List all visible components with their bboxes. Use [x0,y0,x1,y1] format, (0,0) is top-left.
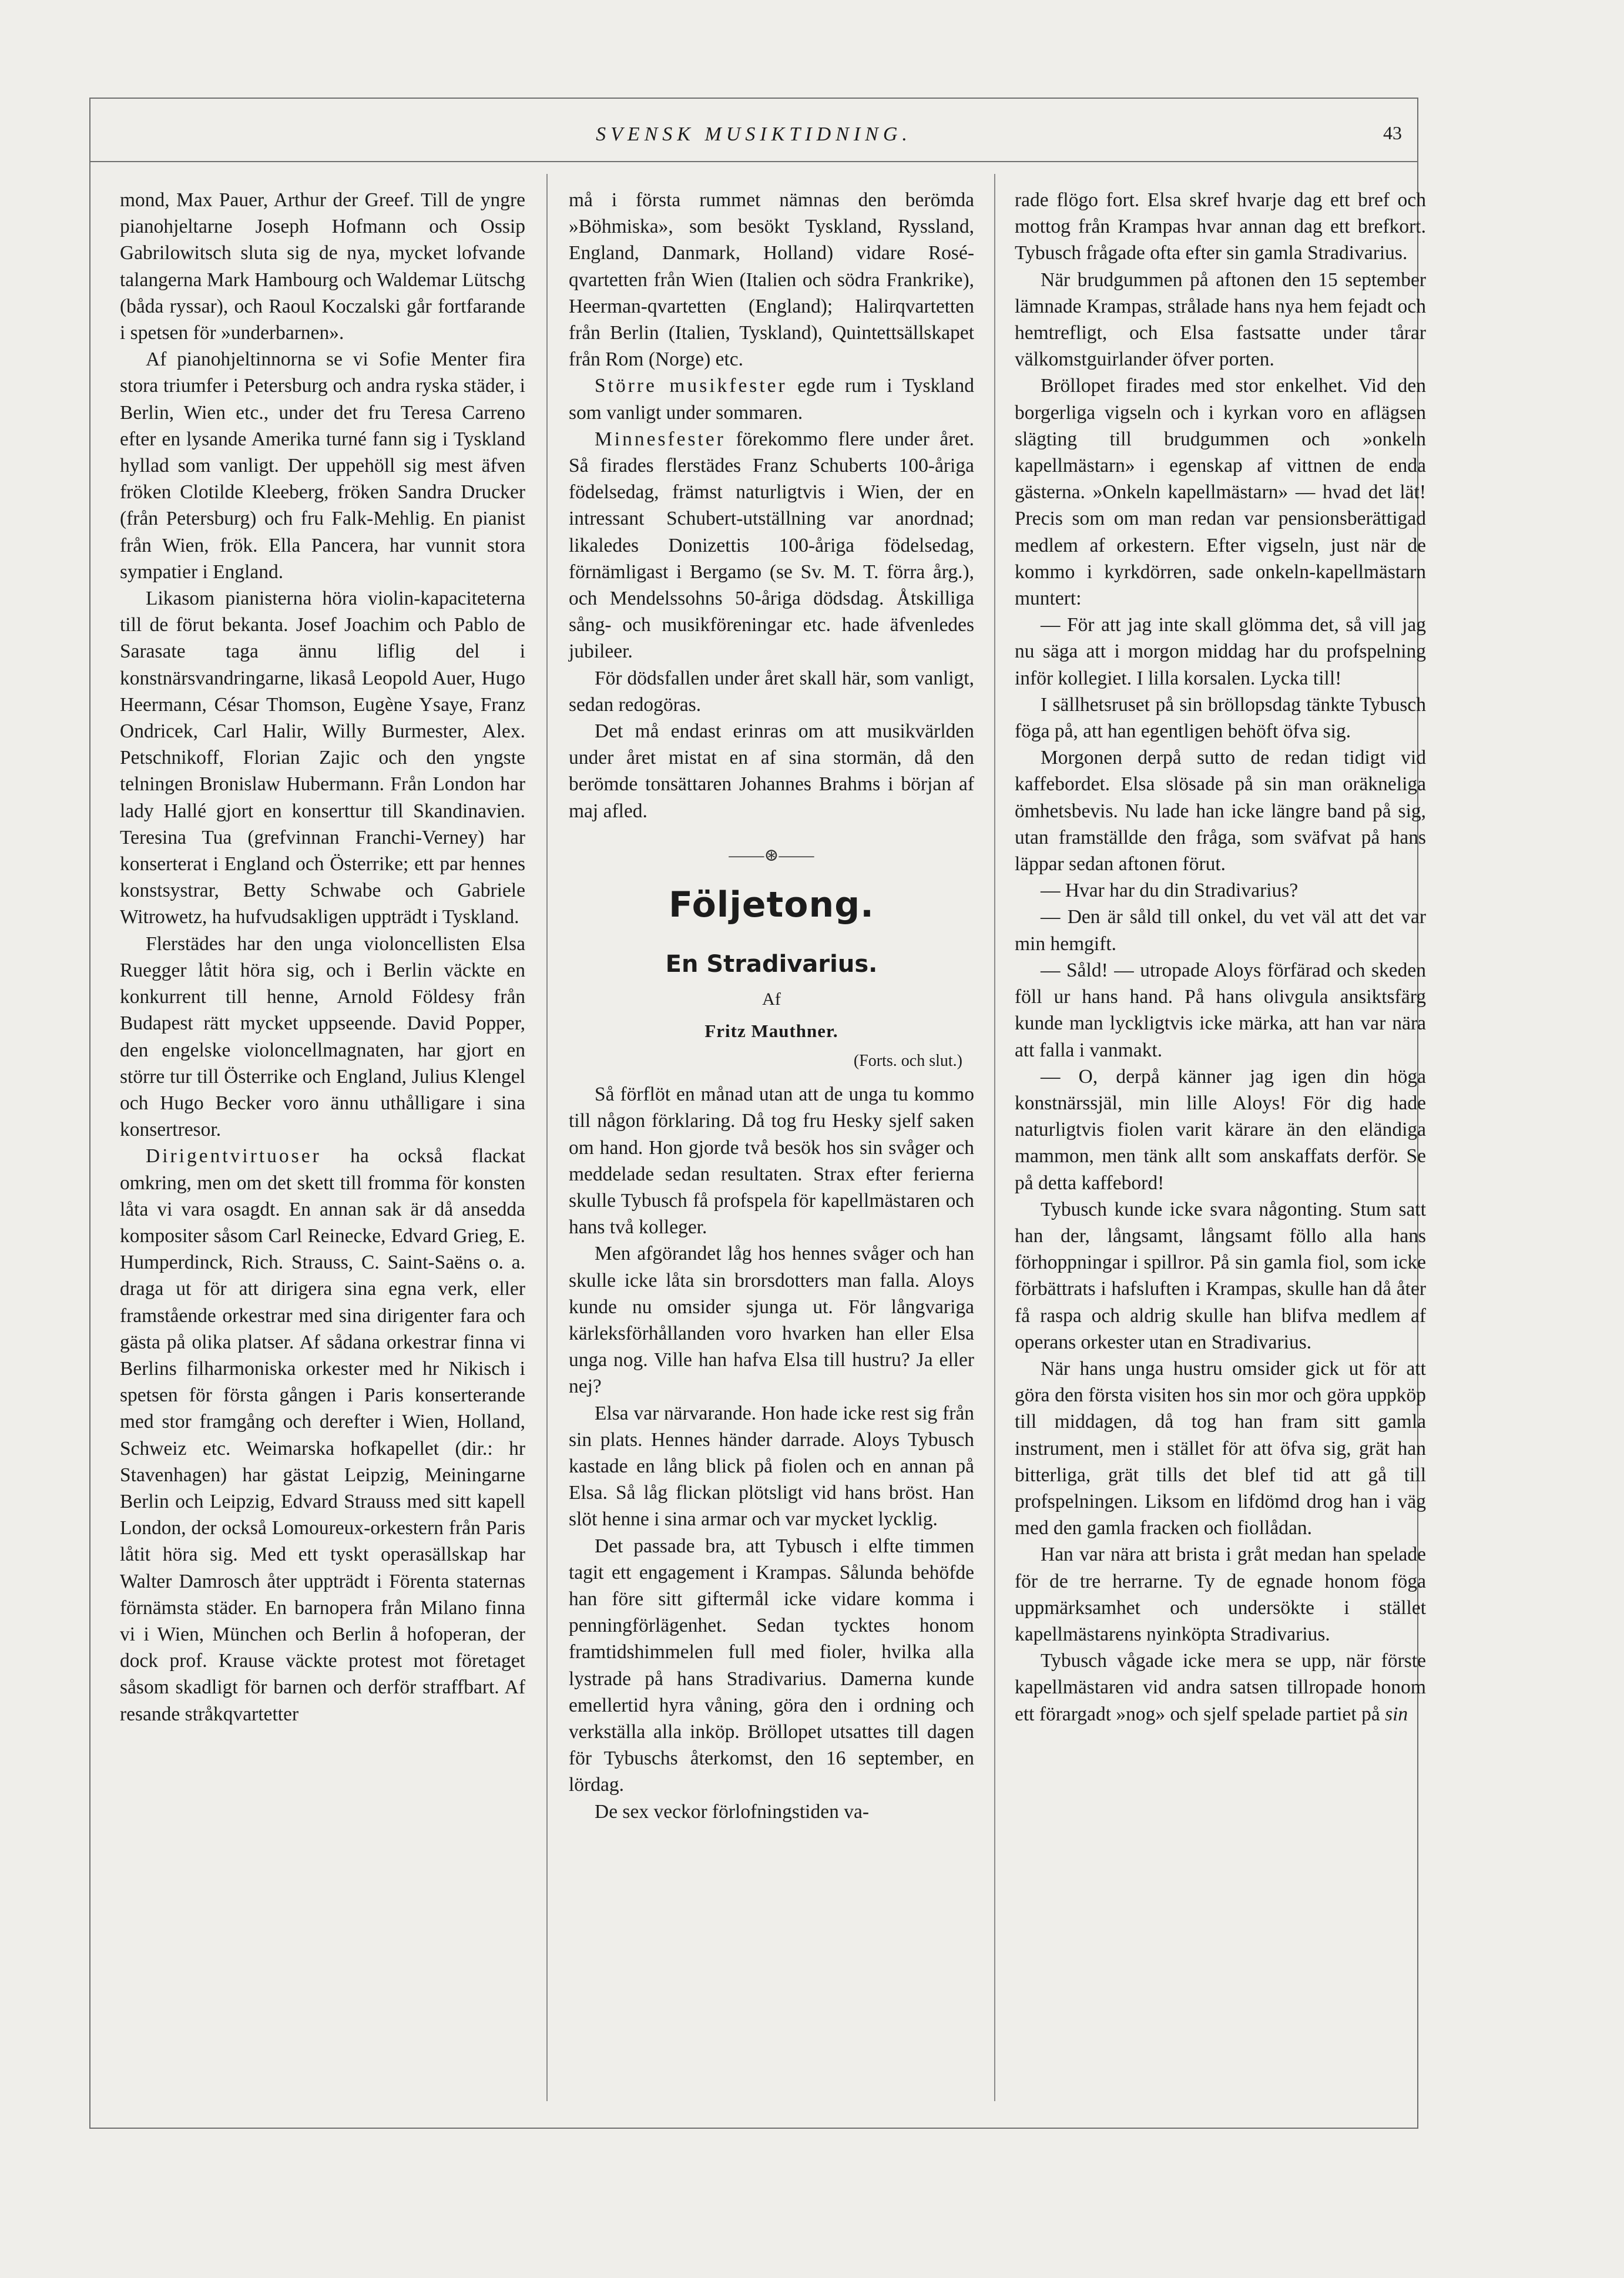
paragraph: Morgonen derpå sutto de redan tidigt vid kaffebordet. Elsa slösade på sin man oräkneliga ömhetsbevis. Nu lade han icke längre band på sig, utan framställde den fråga, som sväfvat på hans läppar sedan aftonen förut. [1015,747,1426,875]
paragraph: Så förflöt en månad utan att de unga tu kommo till någon förklaring. Då tog fru Hesky sjelf saken om hand. Hon gjorde två besök hos sin svåger och meddelade sedan resultaten. Strax efter ferierna skulle Tybusch få profspela för kapellmästaren och hans två kolleger. [569,1083,974,1239]
paragraph-text: egde rum i Tyskland som vanligt under sommaren. [569,375,974,424]
column-1 [120,187,525,1727]
paragraph [1015,1648,1426,1727]
paragraph: När brudgummen på aftonen den 15 september lämnade Krampas, strålade hans nya hem fejadt och hemtrefligt, och Elsa fastsatte under tårar välkomstguirlander öfver porten. [1015,269,1426,371]
paragraph: Af pianohjeltinnorna se vi Sofie Menter fira stora triumfer i Petersburg och andra ryska städer, i Berlin, Wien etc., under det fru Teresa Carreno efter en lysande Amerika turné fann sig i Tyskland hyllad som vanligt. Der uppehöll sig mest äfven fröken Clotilde Kleeberg, fröken Sandra Drucker (från Petersburg) och fru Falk-Mehlig. En pianist från Wien, frök. Ella Pancera, har vunnit stora sympatier i England. [120,348,525,583]
paragraph [569,373,974,425]
paragraph: Bröllopet firades med stor enkelhet. Vid den borgerliga vigseln och i kyrkan voro en aflägsen slägting till brudgummen och »onkeln kapellmästarn» i egenskap af vittnen de enda gästerna. »Onkeln kapellmästarn» — hvad det lät! Precis som om man redan var pensionsberättigad medlem af orkestern. Efter vigseln, just när de kommo i kyrkdörren, sade onkeln-kapellmästarn muntert: [1015,375,1426,610]
paragraph-end-word: sin [1385,1703,1408,1725]
paragraph: När hans unga hustru omsider gick ut för att göra den första visiten hos sin mor och göra uppköp till middagen, då tog han fram sitt gamla instrument, men i stället för att öfva sig, grät han bitterliga, grät tills det blef tid att gå till profspelningen. Liksom en lifdömd drog han i väg med den gamla fracken och fiollådan. [1015,1357,1426,1539]
paragraph [569,426,974,665]
paragraph-text: ha också flackat omkring, men om det skett till fromma för konsten låta vi vara osagdt. En annan sak är då ansedda kompositer såsom Carl Reinecke, Edvard Grieg, E. Humperdinck, Rich. Strauss, C. Saint-Saëns o. a. draga ut för att dirigera sina egna verk, eller framstående orkestrar med sina dirigenter fara och gästa på olika platser. Af sådana orkestrar finna vi Berlins filharmoniska orkester med hr Nikisch i spetsen för första gången i Paris konserterande med stor framgång och derefter i Wien, Holland, Schweiz etc. Weimarska hofkapellet (dir.: hr Stavenhagen) har gästat Leipzig, Meiningarne Berlin och Leipzig, Edvard Strauss med sitt kapell London, der också Lomoureux-orkestern från Paris låtit höra sig. Med ett tyskt operasällskap har Walter Damrosch åter uppträdt i Förenta staternas förnämsta städer. En barnopera från Milano finna vi i Wien, München och Berlin å hofoperan, der dock prof. Krause väckte protest mot företaget såsom skadligt för barnen och derför straffbart. Af resande stråkqvartetter [120,1145,525,1725]
paragraph: I sällhetsruset på sin bröllopsdag tänkte Tybusch föga på, att han egentligen behöft öfva sig. [1015,693,1426,743]
paragraph: — O, derpå känner jag igen din höga konstnärssjäl, min lille Aloys! För dig hade naturligtvis fiolen varit kärare än den eländiga mammon, men tänk allt som anskaffats derför. Se på detta kaffebord! [1015,1065,1426,1194]
lead-term: Dirigentvirtuoser [146,1145,321,1167]
paragraph: Han var nära att brista i gråt medan han spelade för de tre herrarne. Ty de egnade honom föga uppmärksamhet och undersökte i stället kapellmästarens nyinköpta Stradivarius. [1015,1544,1426,1645]
byline: Af [762,989,781,1009]
column-rule-right [994,174,995,2101]
page-number: 43 [1383,122,1402,143]
running-title: SVENSK MUSIKTIDNING. [596,123,912,145]
paragraph: För dödsfallen under året skall här, som vanligt, sedan redogöras. [569,667,974,716]
paragraph: — Såld! — utropade Aloys förfärad och skeden föll ur hans hand. På hans olivgula ansiktsfärg kunde man lyckligtvis icke märka, att han var nära att falla i vanmakt. [1015,959,1426,1061]
section-ornament: ——⊛—— [729,845,814,865]
continued-note: (Forts. och slut.) [853,1051,962,1070]
column-2 [569,187,974,1825]
story-title: En Stradivarius. [665,951,878,978]
paragraph: — Hvar har du din Stradivarius? [1041,880,1298,902]
paragraph: mond, Max Pauer, Arthur der Greef. Till de yngre pianohjeltarne Joseph Hofmann och Ossip Gabrilowitsch sluta sig de nya, mycket lofvande talangerna Mark Hambourg och Waldemar Lütschg (båda ryssar), och Raoul Koczalski går fortfarande i spetsen för »underbarnen». [120,189,525,344]
paragraph: — För att jag inte skall glömma det, så vill jag nu säga att i morgon middag har du profspelning inför kollegiet. I lilla korsalen. Lycka till! [1015,614,1426,689]
paragraph: Tybusch kunde icke svara någonting. Stum satt han der, långsamt, långsamt föllo alla hans förhoppningar i spillror. På sin gamla fiol, som icke förbättrats i hafsluften i Krampas, skulle han då åter få raspa och aldrig skulle han blifva medlem af operans orkester utan en Stradivarius. [1015,1198,1426,1353]
author-name: Fritz Mauthner. [704,1020,838,1041]
lead-term: Större musikfester [595,375,787,397]
paragraph: rade flögo fort. Elsa skref hvarje dag ett bref och mottog från Krampas hvar annan dag ett brefkort. Tybusch frågade ofta efter sin gamla Stradivarius. [1015,189,1426,264]
lead-term: Minnesfester [595,428,726,450]
paragraph: må i första rummet nämnas den berömda »Böhmiska», som besökt Tyskland, Ryssland, England, Danmark, Holland) vidare Rosé-qvartetten från Wien (Italien och södra Frankrike), Heerman-qvartetten (England); Halirqvartetten från Berlin (Italien, Tyskland), Quintettsällskapet från Rom (Norge) etc. [569,189,974,371]
column-3 [1015,187,1426,1727]
paragraph [120,1143,525,1727]
paragraph: Men afgörandet låg hos hennes svåger och han skulle icke låta sin brorsdotters man falla. Aloys kunde nu omsider sjunga ut. För långvariga kärleksförhållanden voro hvarken han eller Elsa unga nog. Ville han hafva Elsa till hustru? Ja eller nej? [569,1243,974,1398]
section-title: Följetong. [669,884,874,926]
paragraph: Elsa var närvarande. Hon hade icke rest sig från sin plats. Hennes händer darrade. Aloys Tybusch kastade en lång blick på fiolen och en annan på Elsa. Så låg flickan plötsligt vid hans bröst. Han slöt henne i sina armar och var mycket lycklig. [569,1402,974,1531]
paragraph: — Den är såld till onkel, du vet väl att det var min hemgift. [1015,906,1426,955]
paragraph: Det passade bra, att Tybusch i elfte timmen tagit ett engagement i Krampas. Sålunda behöfde han före sitt giftermål icke vidare komma i penningförlägenhet. Sedan tycktes honom framtidshimmelen full med fioler, hvilka alla lystrade på hans Stradivarius. Damerna kunde emellertid hyra våning, göra den i ordning och verkställa alla inköp. Bröllopet utsattes till dagen för Tybuschs återkomst, den 16 september, en lördag. [569,1535,974,1796]
page-header [89,98,1418,162]
paragraph-text: Tybusch vågade icke mera se upp, när förste kapellmästaren vid andra satsen tillropade honom ett förargadt »nog» och sjelf spelade partiet på [1015,1650,1426,1725]
paragraph-text: förekommo flere under året. Så firades flerstädes Franz Schuberts 100-åriga födelsedag, främst naturligtvis i Wien, der en intressant Schubert-utställning var anordnad; likaledes Donizettis 100-åriga födelsedag, förnämligast i Bergamo (se Sv. M. T. förra årg.), och Mendelssohns 50-åriga dödsdag. Åtskilliga sång- och musikföreningar etc. hade äfvenledes jubileer. [569,428,974,663]
paragraph: De sex veckor förlofningstiden va- [595,1800,869,1823]
paragraph: Likasom pianisterna höra violin-kapaciteterna till de förut bekanta. Josef Joachim och Pablo de Sarasate taga ännu liflig del i konstnärsvandringarne, likaså Leopold Auer, Hugo Heermann, César Thomson, Eugène Ysaye, Franz Ondricek, Carl Halir, Willy Burmester, Alex. Petschnikoff, Florian Zajic och den yngste telningen Bronislaw Hubermann. Från London har lady Hallé gjort en konserttur till Skandinavien. Teresina Tua (grefvinnan Franchi-Verney) har konserterat i England och Österrike; ett par hennes konstsystrar, Betty Schwabe och Gabriele Witrowetz, ha hufvudsakligen uppträdt i Tyskland. [120,588,525,928]
paragraph: Det må endast erinras om att musikvärlden under året mistat en af sina stormän, då den berömde tonsättaren Johannes Brahms i början af maj afled. [569,720,974,822]
column-rule-left [546,174,548,2101]
paragraph: Flerstädes har den unga violoncellisten Elsa Ruegger låtit höra sig, och i Berlin väckte en konkurrent till henne, Arnold Földesy från Budapest rätt mycket uppseende. David Popper, den engelske violoncellmagnaten, har gjort en större tur till Österrike och England, Julius Klengel och Hugo Becker voro ännu uthålligare i sina konsertresor. [120,932,525,1141]
